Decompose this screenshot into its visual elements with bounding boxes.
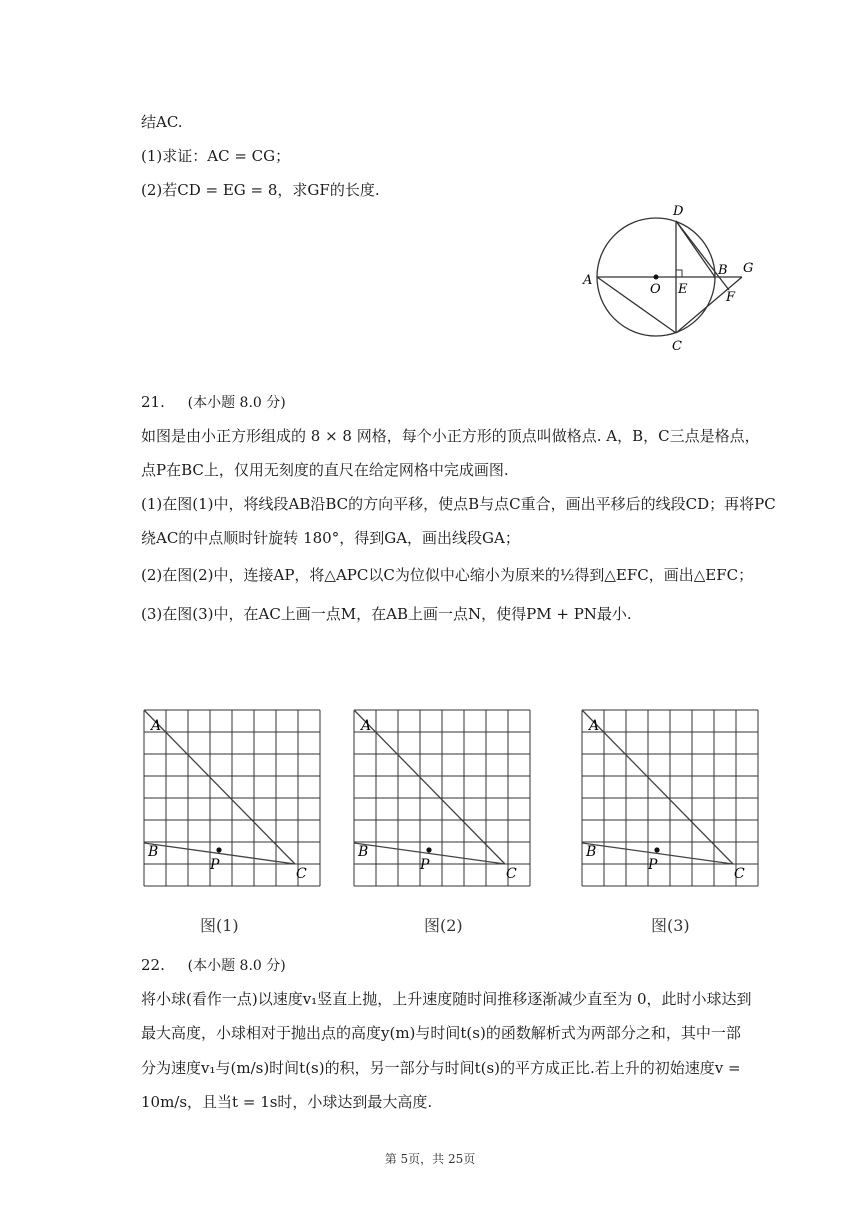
label-a: A bbox=[151, 718, 162, 734]
caption-figure-3: 图(3) bbox=[651, 916, 690, 935]
q21-line-1: 如图是由小正方形组成的 8 × 8 网格，每个小正方形的顶点叫做格点. A，B，C三点是格点， bbox=[141, 427, 760, 445]
q22-line-4: 10m/s，且当t = 1s时，小球达到最大高度. bbox=[141, 1093, 433, 1111]
q22-number: 22. bbox=[141, 956, 165, 974]
segment-bc bbox=[354, 843, 505, 864]
label-g: G bbox=[743, 261, 754, 276]
q22-points: (本小题 8.0 分) bbox=[187, 958, 286, 974]
q21-number: 21. bbox=[141, 393, 165, 411]
q21-line-5: (2)在图(2)中，连接AP，将△APC以C为位似中心缩小为原来的½得到△EFC，画出△EFC； bbox=[141, 566, 754, 584]
text-line-part1: (1)求证：AC = CG； bbox=[141, 147, 291, 165]
point-p bbox=[426, 847, 431, 852]
text-line-part2: (2)若CD = EG = 8，求GF的长度. bbox=[141, 181, 380, 199]
label-e: E bbox=[678, 282, 688, 297]
segment-ac bbox=[597, 277, 676, 333]
label-b: B bbox=[718, 263, 728, 278]
label-c: C bbox=[734, 866, 745, 882]
caption-figure-2: 图(2) bbox=[424, 916, 463, 935]
label-a: A bbox=[361, 718, 372, 734]
q22-line-1: 将小球(看作一点)以速度v₁竖直上抛，上升速度随时间推移逐渐减少直至为 0，此时小球达到 bbox=[141, 990, 752, 1008]
segment-bc bbox=[144, 843, 295, 864]
segment-ac bbox=[144, 710, 295, 864]
q21-points: (本小题 8.0 分) bbox=[187, 395, 286, 411]
grid-figure-1 bbox=[140, 706, 325, 891]
label-c: C bbox=[296, 866, 307, 882]
label-c: C bbox=[672, 339, 682, 354]
label-f: F bbox=[726, 290, 736, 305]
grid-figure-3 bbox=[578, 706, 763, 891]
segment-bc bbox=[582, 843, 733, 864]
q22-line-3: 分为速度v₁与(m/s)时间t(s)的积，另一部分与时间t(s)的平方成正比.若上升的初始速度v = bbox=[141, 1059, 741, 1077]
label-b: B bbox=[358, 844, 369, 860]
circle-figure bbox=[575, 200, 775, 360]
q21-line-6: (3)在图(3)中，在AC上画一点M，在AB上画一点N，使得PM + PN最小. bbox=[141, 605, 632, 623]
q22-header bbox=[141, 955, 286, 976]
q21-header bbox=[141, 392, 286, 413]
caption-figure-1: 图(1) bbox=[200, 916, 239, 935]
label-b: B bbox=[148, 844, 159, 860]
q21-line-4: 绕AC的中点顺时针旋转 180°，得到GA，画出线段GA； bbox=[141, 529, 520, 547]
label-d: D bbox=[673, 204, 684, 219]
q21-line-2: 点P在BC上，仅用无刻度的直尺在给定网格中完成画图. bbox=[141, 461, 509, 479]
grid-figure-2 bbox=[350, 706, 535, 891]
label-p: P bbox=[420, 857, 430, 873]
label-b: B bbox=[586, 844, 597, 860]
label-o: O bbox=[650, 282, 661, 297]
segment-ac bbox=[354, 710, 505, 864]
label-a: A bbox=[583, 273, 593, 288]
text-line-conclusion: 结AC. bbox=[141, 113, 183, 131]
segment-ac bbox=[582, 710, 733, 864]
label-a: A bbox=[589, 718, 600, 734]
label-c: C bbox=[506, 866, 517, 882]
center-point bbox=[654, 275, 659, 280]
right-angle-mark bbox=[676, 270, 682, 277]
q22-line-2: 最大高度，小球相对于抛出点的高度y(m)与时间t(s)的函数解析式为两部分之和，其中一部 bbox=[141, 1024, 741, 1042]
label-p: P bbox=[210, 857, 220, 873]
point-p bbox=[654, 847, 659, 852]
page-footer: 第 5页，共 25页 bbox=[384, 1152, 476, 1166]
point-p bbox=[216, 847, 221, 852]
label-p: P bbox=[648, 857, 658, 873]
segment-df bbox=[676, 221, 729, 290]
q21-line-3: (1)在图(1)中，将线段AB沿BC的方向平移，使点B与点C重合，画出平移后的线段CD；再将PC bbox=[141, 495, 776, 513]
